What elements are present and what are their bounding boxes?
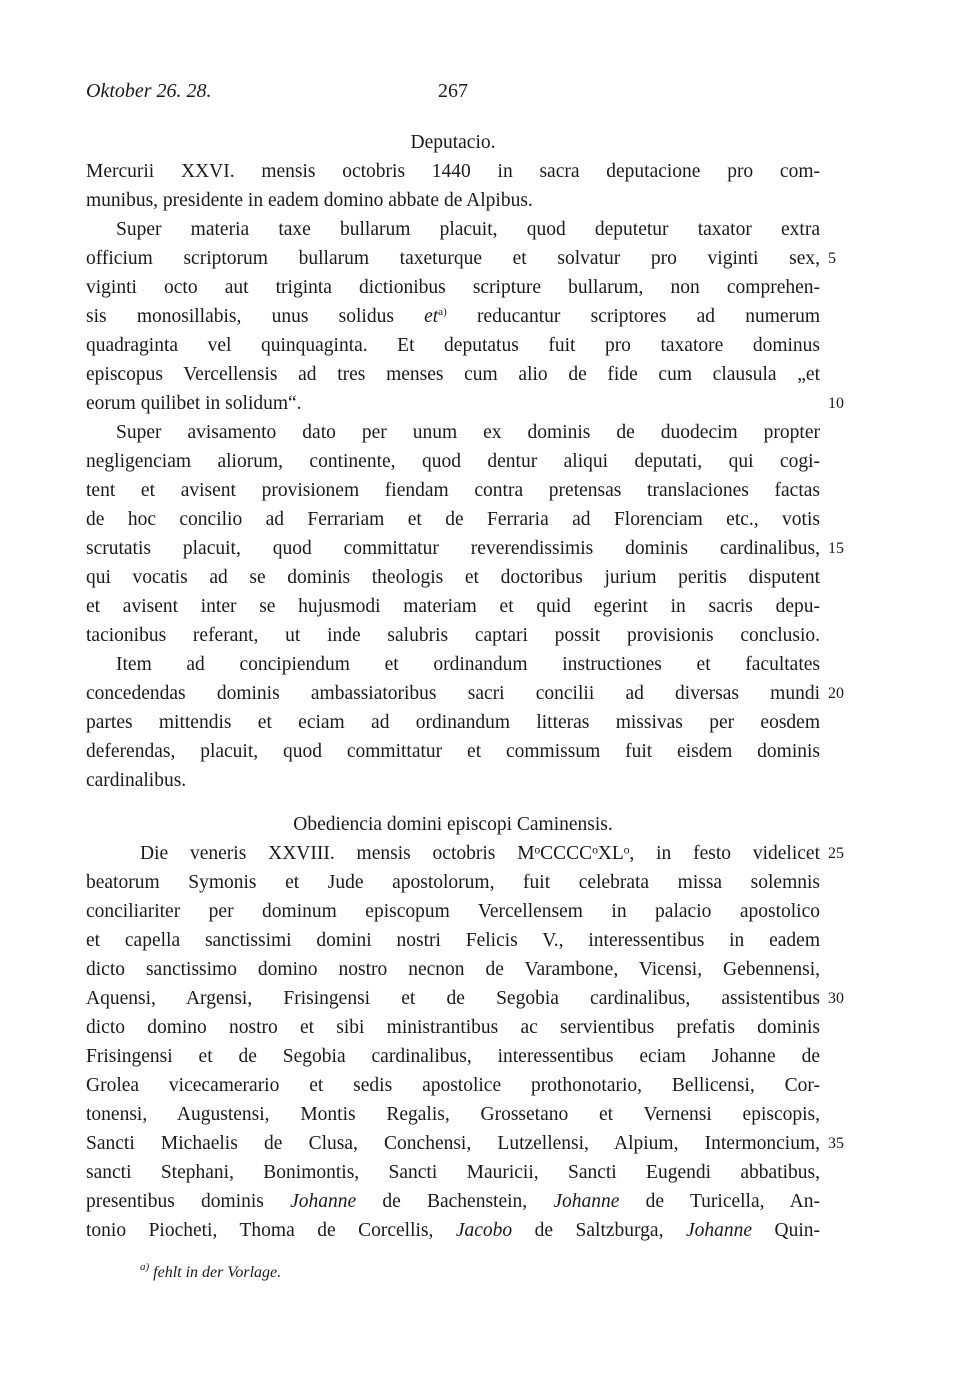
text-fragment: de Bachenstein, <box>356 1191 554 1212</box>
text-line: partes mittendis et eciam ad ordinandum litteras missivas per eosdem <box>86 712 820 733</box>
footnote-marker: a) <box>140 1261 150 1273</box>
text-line: Frisingensi et de Segobia cardinalibus, interessentibus eciam Johanne de <box>86 1046 820 1067</box>
text-fragment: reducantur scriptores ad numerum <box>446 306 820 327</box>
text-fragment: sis monosillabis, unus solidus <box>86 306 394 327</box>
text-line: tent et avisent provisionem fiendam contra pretensas translaciones factas <box>86 480 820 501</box>
text-fragment-italic: Johanne <box>290 1191 357 1212</box>
text-fragment: presentibus dominis <box>86 1191 291 1212</box>
margin-line-number: 30 <box>828 990 844 1007</box>
text-line: Super materia taxe bullarum placuit, quod deputetur taxator extra <box>116 219 820 240</box>
running-head-date: Oktober 26. 28. <box>86 80 212 102</box>
text-fragment: tonio Piocheti, Thoma de Corcellis, <box>86 1220 456 1241</box>
text-line: eorum quilibet in solidum“. <box>86 393 302 414</box>
text-line: qui vocatis ad se dominis theologis et doctoribus jurium peritis disputent <box>86 567 820 588</box>
margin-line-number: 10 <box>828 395 844 412</box>
text-line: scrutatis placuit, quod committatur reverendissimis dominis cardinalibus, <box>86 538 820 559</box>
text-line: tonensi, Augustensi, Montis Regalis, Grossetano et Vernensi episcopis, <box>86 1104 820 1125</box>
text-line <box>86 302 820 331</box>
text-line: Aquensi, Argensi, Frisingensi et de Segobia cardinalibus, assistentibus <box>86 988 820 1009</box>
section-title-deputacio: Deputacio. <box>410 132 496 153</box>
footnote-reference: a) <box>438 306 447 318</box>
text-line: et capella sanctissimi domini nostri Felicis V., interessentibus in eadem <box>86 930 820 951</box>
text-line: Die veneris XXVIII. mensis octobris MᵒCCCCᵒXLᵒ, in festo videlicet <box>140 843 820 864</box>
text-fragment-italic: Johanne <box>685 1220 753 1241</box>
footnote-text: fehlt in der Vorlage. <box>149 1264 282 1281</box>
text-line <box>86 1187 820 1216</box>
text-fragment: de Saltzburga, <box>512 1220 686 1241</box>
section-title-obediencia: Obediencia domini episcopi Caminensis. <box>293 814 613 835</box>
text-line: cardinalibus. <box>86 770 187 791</box>
text-line: officium scriptorum bullarum taxeturque et solvatur pro viginti sex, <box>86 248 820 269</box>
margin-line-number: 5 <box>828 250 836 267</box>
text-line: beatorum Symonis et Jude apostolorum, fuit celebrata missa solemnis <box>86 872 820 893</box>
text-fragment-italic: et <box>424 306 439 327</box>
text-line: viginti octo aut triginta dictionibus scripture bullarum, non comprehen- <box>86 277 820 298</box>
text-line: sancti Stephani, Bonimontis, Sancti Mauricii, Sancti Eugendi abbatibus, <box>86 1162 820 1183</box>
text-line: concedendas dominis ambassiatoribus sacri concilii ad diversas mundi <box>86 683 820 704</box>
margin-line-number: 15 <box>828 540 844 557</box>
margin-line-number: 35 <box>828 1135 844 1152</box>
text-line: negligenciam aliorum, continente, quod dentur aliqui deputati, qui cogi- <box>86 451 820 472</box>
text-line: dicto sanctissimo domino nostro necnon de Varambone, Vicensi, Gebennensi, <box>86 959 820 980</box>
text-line: conciliariter per dominum episcopum Vercellensem in palacio apostolico <box>86 901 820 922</box>
text-line: et avisent inter se hujusmodi materiam et quid egerint in sacris depu- <box>86 596 820 617</box>
text-line: Mercurii XXVI. mensis octobris 1440 in sacra deputacione pro com- <box>86 161 820 182</box>
text-line: tacionibus referant, ut inde salubris captari possit provisionis conclusio. <box>86 625 820 646</box>
text-line: quadraginta vel quinquaginta. Et deputatus fuit pro taxatore dominus <box>86 335 820 356</box>
footnote <box>140 1261 282 1282</box>
text-fragment: de Turicella, An- <box>619 1191 820 1212</box>
text-line: Super avisamento dato per unum ex dominis de duodecim propter <box>116 422 820 443</box>
text-line: Sancti Michaelis de Clusa, Conchensi, Lutzellensi, Alpium, Intermoncium, <box>86 1133 820 1154</box>
margin-line-number: 25 <box>828 845 844 862</box>
text-fragment: Quin- <box>752 1220 820 1241</box>
text-line: dicto domino nostro et sibi ministrantibus ac servientibus prefatis dominis <box>86 1017 820 1038</box>
running-head <box>86 80 820 106</box>
margin-line-number: 20 <box>828 685 844 702</box>
text-fragment-italic: Jacobo <box>455 1220 513 1241</box>
text-line: Item ad concipiendum et ordinandum instructiones et facultates <box>116 654 820 675</box>
text-line: Grolea vicecamerario et sedis apostolice prothonotario, Bellicensi, Cor- <box>86 1075 820 1096</box>
page-number: 267 <box>438 80 468 102</box>
text-line: deferendas, placuit, quod committatur et commissum fuit eisdem dominis <box>86 741 820 762</box>
text-fragment-italic: Johanne <box>553 1191 620 1212</box>
text-line: de hoc concilio ad Ferrariam et de Ferraria ad Florenciam etc., votis <box>86 509 820 530</box>
text-line: episcopus Vercellensis ad tres menses cum alio de fide cum clausula „et <box>86 364 820 385</box>
text-line <box>86 1216 820 1245</box>
text-line: munibus, presidente in eadem domino abbate de Alpibus. <box>86 190 533 211</box>
